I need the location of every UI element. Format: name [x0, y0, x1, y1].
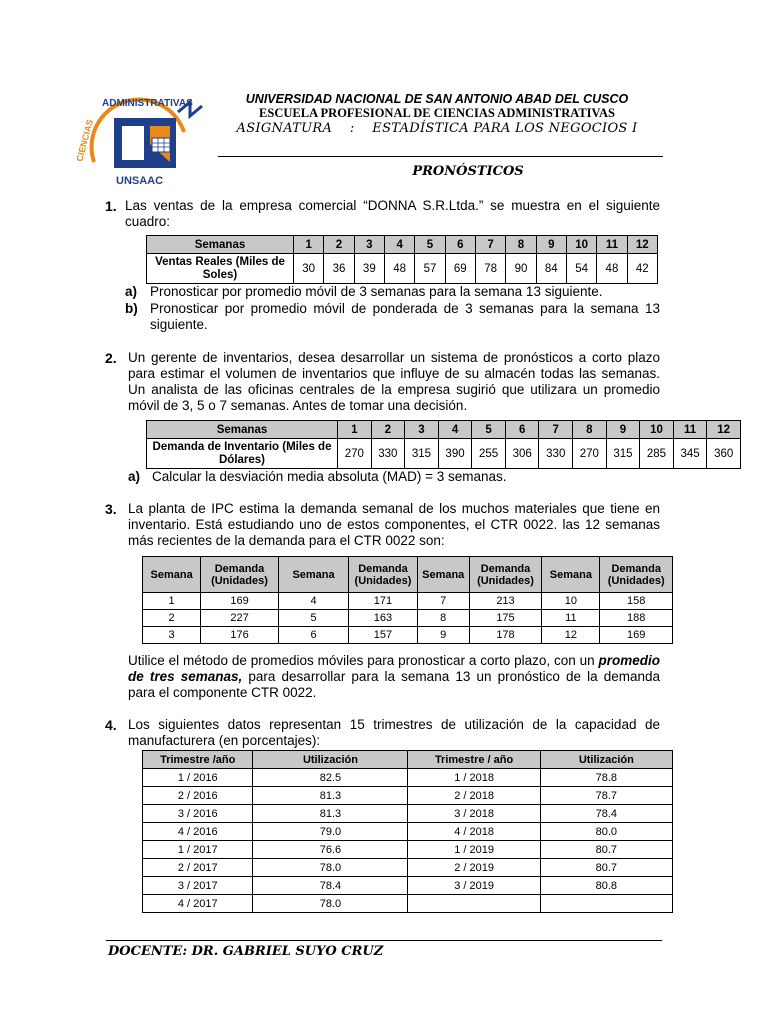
table-cell: 12 [542, 627, 600, 644]
table-cell: 36 [324, 254, 354, 284]
item-text: Pronosticar por promedio móvil de ponderada de 3 semanas para la semana 13 siguiente. [150, 301, 660, 332]
table-cell: 315 [606, 439, 640, 469]
table-header: Semana [143, 557, 201, 593]
table-cell: 213 [469, 593, 542, 610]
footer-divider [106, 940, 662, 941]
table-cell: 3 / 2018 [408, 805, 540, 823]
table-cell: 80.7 [540, 859, 672, 877]
table-cell: 7 [475, 236, 505, 254]
table-cell: 1 / 2016 [143, 769, 253, 787]
svg-text:UNSAAC: UNSAAC [116, 175, 164, 187]
table-cell: 4 / 2016 [143, 823, 253, 841]
table-cell: 1 / 2017 [143, 841, 253, 859]
table-cell: 2 / 2017 [143, 859, 253, 877]
table-header: Semanas [147, 421, 338, 439]
table-cell: 188 [600, 610, 673, 627]
table-cell: 78 [475, 254, 505, 284]
table-cell: 2 [324, 236, 354, 254]
table-row [143, 769, 673, 787]
table-cell [408, 895, 540, 913]
question-number: 4. [105, 717, 117, 733]
table-cell: 6 [445, 236, 475, 254]
svg-text:CIENCIAS: CIENCIAS [74, 118, 96, 163]
table-cell: 39 [354, 254, 384, 284]
question-instruction [128, 653, 660, 701]
table-header: Utilización [253, 751, 408, 769]
table-cell: 4 [384, 236, 414, 254]
unsaac-logo [72, 92, 208, 188]
table-row-label: Demanda de Inventario (Miles de Dólares) [147, 439, 338, 469]
table-cell: 80.8 [540, 877, 672, 895]
table-cell: 390 [438, 439, 472, 469]
table-header: Demanda (Unidades) [600, 557, 673, 593]
table-header: Trimestre / año [408, 751, 540, 769]
subject-name: ASIGNATURA : ESTADÍSTICA PARA LOS NEGOCIOS I [236, 121, 638, 136]
table-cell: 11 [542, 610, 600, 627]
item-text: Calcular la desviación media absoluta (MAD) = 3 semanas. [152, 469, 507, 484]
question-number: 3. [105, 501, 117, 517]
question-text: Los siguientes datos representan 15 trimestres de utilización de la capacidad de manufacturera (en porcentajes): [128, 717, 660, 748]
question-text: Un gerente de inventarios, desea desarrollar un sistema de pronósticos a corto plazo para estimar el volumen de inventarios que influye de su almacén todas las semanas. Un analista de las oficinas centrales de la empresa sugirió que utilizara un promedio móvil de 3, 5 o 7 semanas. Antes de tomar una decisión. [128, 350, 660, 413]
table-cell: 2 / 2018 [408, 787, 540, 805]
table-cell: 306 [505, 439, 539, 469]
table-cell: 30 [294, 254, 324, 284]
table-cell: 84 [536, 254, 566, 284]
table-cell: 78.0 [253, 895, 408, 913]
table-cell: 57 [415, 254, 445, 284]
table-cell: 270 [573, 439, 607, 469]
table-cell: 76.6 [253, 841, 408, 859]
table-row [143, 841, 673, 859]
question-text: La planta de IPC estima la demanda semanal de los muchos materiales que tiene en inventario. Está estudiando uno de estos componentes, el CTR 0022. las 12 semanas más recientes de la demanda para el CTR 0022 son: [128, 501, 660, 548]
table-header: Utilización [540, 751, 672, 769]
table-cell: 81.3 [253, 805, 408, 823]
table-cell: 1 [143, 593, 201, 610]
table-cell: 10 [542, 593, 600, 610]
table-cell: 3 [405, 421, 439, 439]
table-cell: 270 [338, 439, 372, 469]
table-row [143, 593, 673, 610]
table-cell: 8 [573, 421, 607, 439]
table-cell: 175 [469, 610, 542, 627]
table-cell: 90 [506, 254, 536, 284]
table-cell: 7 [539, 421, 573, 439]
instruction-text: Utilice el método de promedios móviles para pronosticar a corto plazo, con un [128, 653, 599, 668]
table-row [143, 610, 673, 627]
table-cell: 255 [472, 439, 506, 469]
school-name: ESCUELA PROFESIONAL DE CIENCIAS ADMINISTRATIVAS [259, 106, 615, 120]
table-cell: 163 [349, 610, 417, 627]
table-cell: 6 [278, 627, 348, 644]
table-row-label: Ventas Reales (Miles de Soles) [147, 254, 294, 284]
table-header: Semana [417, 557, 469, 593]
table-cell: 9 [417, 627, 469, 644]
table-cell [540, 895, 672, 913]
table-cell: 5 [472, 421, 506, 439]
page-title: PRONÓSTICOS [412, 164, 524, 179]
table-cell: 11 [597, 236, 627, 254]
table-cell: 3 [143, 627, 201, 644]
table-cell: 169 [600, 627, 673, 644]
table-cell: 80.7 [540, 841, 672, 859]
table-row [143, 877, 673, 895]
table-cell: 9 [606, 421, 640, 439]
table-cell: 78.8 [540, 769, 672, 787]
table-cell: 10 [640, 421, 674, 439]
table-cell: 3 / 2017 [143, 877, 253, 895]
item-label: a) [125, 284, 138, 299]
question-number: 2. [105, 350, 117, 366]
table-cell: 169 [201, 593, 279, 610]
table-cell: 4 [438, 421, 472, 439]
table-cell: 78.4 [253, 877, 408, 895]
table-header: Semanas [147, 236, 294, 254]
sales-table [146, 235, 658, 284]
table-row [143, 805, 673, 823]
table-header: Demanda (Unidades) [469, 557, 542, 593]
table-cell: 1 / 2019 [408, 841, 540, 859]
table-header: Semana [542, 557, 600, 593]
question-text: Las ventas de la empresa comercial “DONNA S.R.Ltda.” se muestra en el siguiente cuadro: [125, 198, 660, 229]
table-cell: 5 [278, 610, 348, 627]
demand-table [142, 556, 673, 644]
table-cell: 3 [354, 236, 384, 254]
table-cell: 158 [600, 593, 673, 610]
header-divider [218, 156, 663, 157]
table-cell: 360 [707, 439, 741, 469]
table-row [143, 895, 673, 913]
table-cell: 11 [673, 421, 707, 439]
inventory-table [146, 420, 741, 469]
table-cell: 1 [294, 236, 324, 254]
table-cell: 176 [201, 627, 279, 644]
table-cell: 3 / 2016 [143, 805, 253, 823]
table-cell: 78.0 [253, 859, 408, 877]
table-cell: 7 [417, 593, 469, 610]
instruction-text: para desarrollar para la semana 13 un pronóstico de la demanda para el componente CTR 0022. [128, 669, 661, 700]
table-cell: 48 [597, 254, 627, 284]
table-header: Demanda (Unidades) [201, 557, 279, 593]
table-cell: 12 [627, 236, 657, 254]
table-cell: 4 [278, 593, 348, 610]
question-number: 1. [105, 198, 117, 214]
table-cell: 178 [469, 627, 542, 644]
university-name: UNIVERSIDAD NACIONAL DE SAN ANTONIO ABAD DEL CUSCO [245, 92, 629, 106]
table-cell: 54 [566, 254, 596, 284]
table-cell: 227 [201, 610, 279, 627]
table-row [143, 859, 673, 877]
table-cell: 315 [405, 439, 439, 469]
teacher-name: DOCENTE: DR. GABRIEL SUYO CRUZ [108, 944, 384, 959]
table-cell: 2 [143, 610, 201, 627]
table-cell: 330 [539, 439, 573, 469]
table-row [143, 787, 673, 805]
table-cell: 1 [338, 421, 372, 439]
table-cell: 8 [417, 610, 469, 627]
table-cell: 1 / 2018 [408, 769, 540, 787]
table-cell: 4 / 2018 [408, 823, 540, 841]
table-cell: 2 / 2019 [408, 859, 540, 877]
table-cell: 78.4 [540, 805, 672, 823]
table-cell: 157 [349, 627, 417, 644]
table-cell: 12 [707, 421, 741, 439]
table-cell: 6 [505, 421, 539, 439]
table-cell: 42 [627, 254, 657, 284]
table-header: Demanda (Unidades) [349, 557, 417, 593]
table-cell: 79.0 [253, 823, 408, 841]
table-cell: 285 [640, 439, 674, 469]
table-cell: 81.3 [253, 787, 408, 805]
table-row [143, 627, 673, 644]
svg-text:ADMINISTRATIVAS: ADMINISTRATIVAS [102, 98, 193, 109]
table-header: Semana [278, 557, 348, 593]
instruction-emphasis: promedio de tres semanas, [128, 653, 660, 684]
table-cell: 171 [349, 593, 417, 610]
table-header: Trimestre /año [143, 751, 253, 769]
item-label: b) [125, 301, 138, 316]
table-cell: 69 [445, 254, 475, 284]
table-cell: 82.5 [253, 769, 408, 787]
table-cell: 330 [371, 439, 405, 469]
table-cell: 9 [536, 236, 566, 254]
item-text: Pronosticar por promedio móvil de 3 semanas para la semana 13 siguiente. [150, 284, 603, 299]
table-cell: 5 [415, 236, 445, 254]
utilization-table [142, 750, 673, 913]
table-cell: 48 [384, 254, 414, 284]
item-label: a) [128, 469, 141, 484]
table-cell: 78.7 [540, 787, 672, 805]
table-cell: 3 / 2019 [408, 877, 540, 895]
table-cell: 345 [673, 439, 707, 469]
table-cell: 8 [506, 236, 536, 254]
table-cell: 2 / 2016 [143, 787, 253, 805]
table-cell: 4 / 2017 [143, 895, 253, 913]
table-cell: 80.0 [540, 823, 672, 841]
table-cell: 10 [566, 236, 596, 254]
table-row [143, 823, 673, 841]
table-cell: 2 [371, 421, 405, 439]
